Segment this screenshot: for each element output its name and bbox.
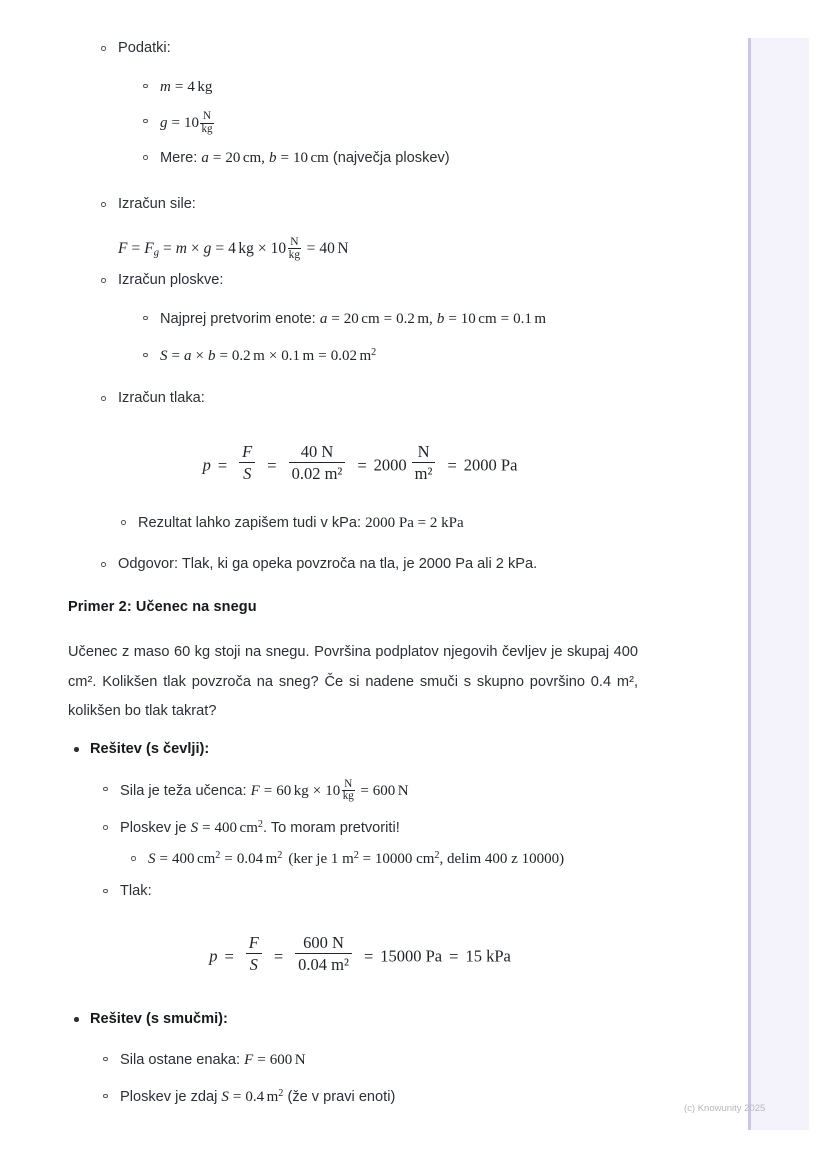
answer-text: Odgovor: Tlak, ki ga opeka povzroča na tla, je 2000 Pa ali 2 kPa. <box>118 556 538 572</box>
list-item-shoes-area-convert <box>128 848 688 871</box>
dimensions-note: (največja ploskev) <box>332 150 450 167</box>
list-skis-steps <box>100 1049 688 1109</box>
shoes-area-suffix: . To moram pretvoriti! <box>262 820 400 837</box>
fraction-F-over-S: $\frac{F}{S}$ <box>239 442 255 484</box>
shoes-area-prefix: Ploskev je <box>120 820 187 837</box>
kpa-note-text: Rezultat lahko zapišem tudi v kPa: <box>138 515 362 531</box>
list-podatki <box>98 38 698 170</box>
section-solution-skis <box>68 1008 688 1108</box>
math-skis-force: F = 600 N <box>244 1051 306 1068</box>
math-mass: m = 4 kg <box>160 78 213 95</box>
list-ploskev-steps <box>140 308 698 368</box>
list-item-mass <box>140 76 698 99</box>
list-item-shoes-force <box>100 779 688 804</box>
math-shoes-area: S = 400 $cm^2$ <box>190 819 263 837</box>
math-symbol-p: p <box>209 946 218 966</box>
list-item-shoes-area <box>100 817 688 871</box>
section-answer <box>98 554 718 576</box>
list-kpa-note <box>118 512 718 535</box>
shoes-pressure-label: Tlak: <box>120 882 152 899</box>
solution-skis-heading: Rešitev (s smučmi): <box>90 1011 228 1027</box>
fraction-n-per-kg: $\frac{N}{kg}$ <box>342 777 354 803</box>
pressure-result-pa: 15000 Pa <box>380 946 443 966</box>
math-gravity: g = 10 $\frac{N}{kg}$ <box>160 109 213 135</box>
list-item-shoes-pressure-label <box>100 881 688 903</box>
list-solution-skis <box>68 1008 688 1108</box>
list-item-skis-area <box>100 1086 688 1109</box>
math-shoes-force: F = 60 kg × 10 $\frac{N}{kg}$ = 600 N <box>250 777 409 803</box>
section-solution-shoes <box>68 738 688 903</box>
list-solution-shoes <box>68 738 688 903</box>
math-symbol-p: p <box>202 455 211 475</box>
formula-force <box>118 236 349 261</box>
pressure-value: 2000 <box>373 455 407 475</box>
list-item-kpa-note <box>118 512 718 535</box>
math-dimension-b: b = 10 cm <box>268 150 329 167</box>
shoes-force-prefix: Sila je teža učenca: <box>120 782 247 799</box>
section-kpa-note <box>118 512 718 535</box>
math-area-formula: S = a × b = 0.2 m × 0.1 m = 0.02 $m^2$ <box>160 346 377 364</box>
list-item-izracun-sile <box>98 194 698 216</box>
list-izracun-tlaka <box>98 388 698 410</box>
dimensions-prefix: Mere: <box>160 150 198 167</box>
list-item-solution-shoes-heading <box>68 738 688 903</box>
section-izracun-sile <box>98 194 698 216</box>
math-convert-a: a = 20 cm = 0.2 m, <box>319 310 433 327</box>
list-item-answer <box>98 554 718 576</box>
izracun-ploskve-label: Izračun ploskve: <box>118 272 224 288</box>
podatki-label: Podatki: <box>118 40 171 56</box>
convert-prefix: Najprej pretvorim enote: <box>160 310 316 327</box>
list-item-podatki <box>98 38 698 170</box>
fraction-F-over-S: $\frac{F}{S}$ <box>246 933 262 975</box>
list-answer <box>98 554 718 576</box>
list-shoes-area-convert <box>128 848 688 871</box>
list-shoes-steps <box>100 779 688 903</box>
list-item-convert-units <box>140 308 698 331</box>
fraction-n-over-m2: $\frac{N}{\text{m²}}$ <box>412 442 436 484</box>
math-skis-area: S = 0.4 $m^2$ <box>221 1087 284 1105</box>
math-convert-b: b = 10 cm = 0.1 m <box>436 310 546 327</box>
list-item-izracun-tlaka <box>98 388 698 410</box>
list-izracun-ploskve <box>98 270 698 368</box>
list-item-gravity <box>140 111 698 136</box>
right-side-panel <box>751 38 809 1130</box>
izracun-tlaka-label: Izračun tlaka: <box>118 390 205 406</box>
list-item-dimensions <box>140 147 698 170</box>
math-force-line: $F = F_g = m \times g = 4$ kg × 10 $\frac{N}{kg}$ = 40 N <box>118 236 349 262</box>
list-item-izracun-ploskve <box>98 270 698 368</box>
skis-force-prefix: Sila ostane enaka: <box>120 1051 241 1068</box>
fraction-force-over-area: $\frac{600 N}{\text{0.04 m²}}$ <box>295 933 352 975</box>
skis-area-note: (že v pravi enoti) <box>287 1088 396 1105</box>
heading-primer-2: Primer 2: Učenec na snegu <box>68 599 257 615</box>
fraction-n-per-kg: $\frac{N}{kg}$ <box>288 236 301 262</box>
math-shoes-area-convert: S = 400 $cm^2 = 0.04$ $m^2$ (ker je 1 $m^2 = 10000$ $cm^2$, delim 400 z 10000) <box>148 850 565 867</box>
section-izracun-ploskve <box>98 270 698 368</box>
math-kpa-note: 2000 Pa = 2 kPa <box>365 515 464 531</box>
pressure-result: 2000 Pa <box>463 455 518 475</box>
watermark-copyright: (c) Knowunity 2025 <box>684 1103 766 1114</box>
list-izracun-sile <box>98 194 698 216</box>
list-item-area-formula <box>140 345 698 368</box>
izracun-sile-label: Izračun sile: <box>118 196 196 212</box>
display-formula-pressure-1: p = $\frac{F}{S}$ = $\frac{40 N}{\text{0.02 m²}}$ = 2000 $\frac{N}{\text{m²}}$ = 2000 Pa <box>202 442 518 484</box>
list-item-skis-force <box>100 1049 688 1072</box>
fraction-force-over-area: $\frac{40 N}{\text{0.02 m²}}$ <box>289 442 346 484</box>
fraction-n-per-kg: $\frac{N}{kg}$ <box>201 109 213 135</box>
skis-area-prefix: Ploskev je zdaj <box>120 1088 218 1105</box>
paragraph-problem-2: Učenec z maso 60 kg stoji na snegu. Površina podplatov njegovih čevljev je skupaj 400 cm². Kolikšen tlak povzroča na sneg? Če si nadene smuči s skupno površino 0.4 m², kolikšen bo tlak takrat? <box>68 644 638 720</box>
pressure-result-kpa: 15 kPa <box>465 946 511 966</box>
list-item-solution-skis-heading <box>68 1008 688 1108</box>
display-formula-pressure-2: p = $\frac{F}{S}$ = $\frac{600 N}{\text{0.04 m²}}$ = 15000 Pa = 15 kPa <box>209 933 511 975</box>
section-podatki <box>98 38 698 176</box>
solution-shoes-heading: Rešitev (s čevlji): <box>90 741 210 757</box>
section-izracun-tlaka <box>98 388 698 410</box>
list-podatki-values <box>140 76 698 170</box>
math-dimension-a: a = 20 cm, <box>201 150 265 167</box>
